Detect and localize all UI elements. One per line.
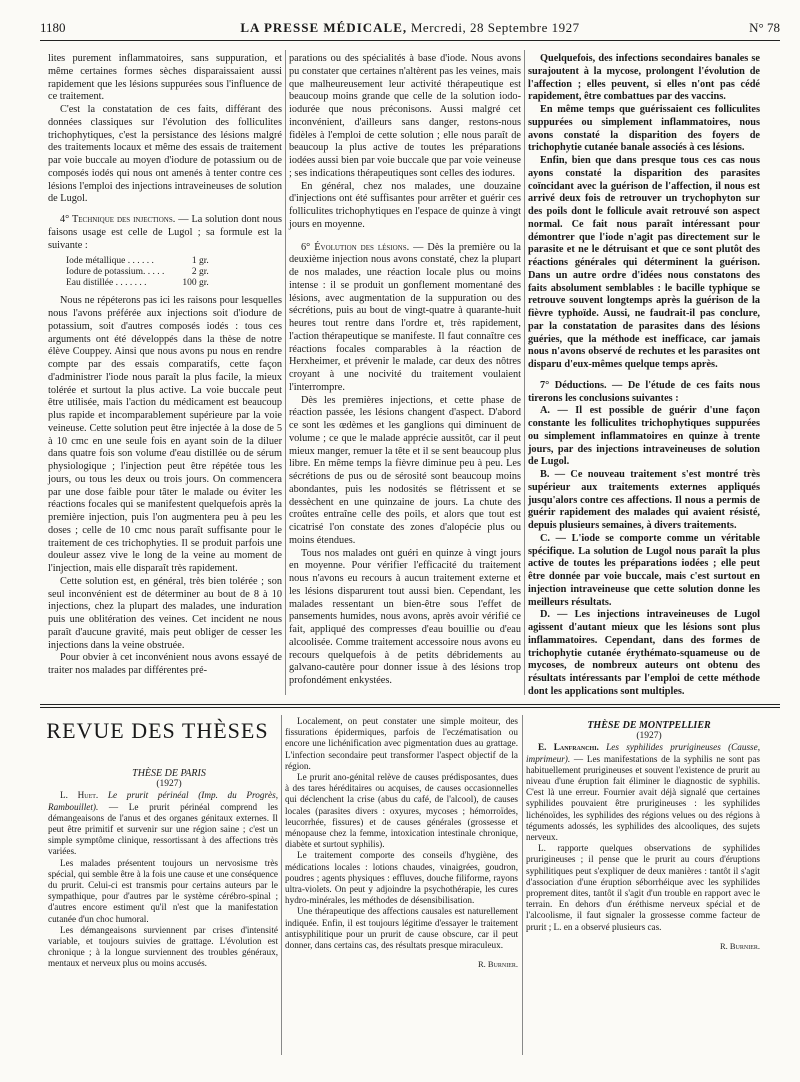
these-heading: THÈSE DE PARIS xyxy=(132,768,206,779)
conclusion-b: B. — Ce nouveau traitement s'est montré très supérieur aux traitements externes appliqués jusqu'alors contre ces affections. Il nous a permis de guérir rapidement des malades qui avaient résisté, depuis plusieurs semaines, à divers traitements. xyxy=(528,469,760,531)
column-divider xyxy=(285,50,286,695)
section-paragraph: 6° Évolution des lésions. — Dès la première ou la deuxième injection nous avons constaté, chez la plupart de nos malades, une réaction locale plus ou moins intense : il se produit un gonflement momentané des lésions, avec augmentation de la suppuration ou des sécrétions, puis au bout de vingt-quatre à quarante-huit heures tout rentre dans l'ordre et, très rapidement, l'action thérapeutique se manifeste. Il faut connaître ces réactions focales comparables à la réaction de Herxheimer, et prévenir le malade, car deux des nôtres croyant à une nocivité du traitement voulaient l'interrompre. xyxy=(289,241,521,393)
section-heading: 7° Déductions. xyxy=(540,379,607,391)
formula-row xyxy=(66,278,213,289)
revue-column-2 xyxy=(285,716,518,970)
paragraph: Pour obvier à cet inconvénient nous avons essayé de traiter nos malades par différentes pré- xyxy=(48,652,282,676)
paragraph: lites purement inflammatoires, sans suppuration, et même certaines formes sèches disparaissaient aussi rapidement que les lésions suppurées sous l'influence de ce traitement. xyxy=(48,53,282,103)
column-divider xyxy=(522,715,523,1055)
section-paragraph: 4° Technique des injections. — La solution dont nous faisons usage est celle de Lugol ; sa formule est la suivante : xyxy=(48,214,282,251)
formula-qty: 1 gr. xyxy=(191,256,209,267)
these-year: (1927) xyxy=(636,731,662,742)
lugol-formula-table xyxy=(66,256,213,289)
formula-item: Eau distillée . . . . . . . xyxy=(66,278,147,289)
review-entry: L. Huet. Le prurit périnéal (Imp. du Progrès, Rambouillet). — Le prurit périnéal comprend les démangeaisons de l'anus et des organes génitaux externes. Il peut être primitif et survenir sur une région saine ; c'est un simple symptôme clinique, ressortissant à des affections très variées. xyxy=(48,790,278,857)
paragraph: En même temps que guérissaient ces folliculites suppurées ou simplement inflammatoires, nous avons constaté la disparition des foyers de trichophytie cutanée banale associés à ces lésions. xyxy=(528,104,760,154)
paragraph: Cette solution est, en général, très bien tolérée ; son seul inconvénient est de déterminer au bout de 8 à 10 injections, chez la plupart des malades, une induration puis une oblitération des veines. Cet incident ne nous paraît d'aucune gravité, mais peut obliger de cesser les injections dans la veine obstruée. xyxy=(48,575,282,651)
paragraph: C'est la constatation de ces faits, différant des données classiques sur l'évolution des folliculites trichophytiques, c'est la persistance des lésions malgré des traitements locaux et même des essais de traitement par voie buccale au moyen d'iodure de potassium ou de composés iodés qui nous ont amenés à tenter contre ces lésions l'emploi des injections intraveineuses de solution de Lugol. xyxy=(48,104,282,205)
section-heading: 4° Technique des injections. xyxy=(60,214,176,225)
column-divider xyxy=(281,715,282,1055)
article-column-2 xyxy=(289,53,521,688)
paragraph: Enfin, bien que dans presque tous ces cas nous ayons constaté la disparition des parasites coïncidant avec la guérison de l'affection, il nous est arrivé deux fois de retrouver un trychophyton sur des poils dont le follicule avait retrouvé son aspect normal. Ce fait nous paraît intéressant pour démontrer que l'iode n'agit pas directement sur le parasite et ne le détruisant et que ce sont plutôt des réactions générales qui déterminent la guérison. Dans un autre ordre d'idées nous constatons des faits absolument semblables : le bacille typhique se retrouve souvent longtemps après la guérison de la fièvre typhoïde. Aussi, ne faudrait-il pas conclure, par la constatation de parasites dans des lésions guéries, que la méthode est inefficace, car jamais nous n'avons observé de rechutes et les parasites ont disparu d'eux-mêmes quelque temps après. xyxy=(528,155,760,370)
review-signature: R. Burnier. xyxy=(477,959,518,970)
paragraph: Localement, on peut constater une simple moiteur, des fissurations épidermiques, parfois de l'eczématisation ou encore une lichénification avec pigmentation dues au grattage. L'infection secondaire peut transformer l'aspect objectif de la région. xyxy=(285,716,518,771)
paragraph: Quelquefois, des infections secondaires banales se surajoutent à la mycose, prolongent l'évolution de l'affection ; elles peuvent, si elles n'ont pas cédé rapidement, être combattues par des vaccins. xyxy=(528,53,760,103)
formula-qty: 2 gr. xyxy=(191,267,209,278)
issue-number: N° 78 xyxy=(749,20,780,35)
journal-name: LA PRESSE MÉDICALE, xyxy=(240,20,408,35)
paragraph: Nous ne répéterons pas ici les raisons pour lesquelles nous l'avons préférée aux injections soit d'iodure de potassium, soit d'autres composés iodés : tous ces arguments ont été développés dans la thèse de notre élève Couppey. Ainsi que nous avons pu nous en rendre compte par des essais comparatifs, cette façon d'administrer l'iode nous paraît la plus facile, la mieux tolérée et surtout la plus active. La voie buccale peut être utilisée, mais l'action du médicament est beaucoup plus rapide et incomparablement supérieure par la voie veineuse. Cette solution peut être injectée à la dose de 5 à 10 cmc en une seule fois en ayant soin de la diluer dans quatre fois son volume d'eau distillée ou de sérum physiologique ; l'injection peut être répétée tous les jours, ou tous les deux ou trois jours. On commencera par une dose faible pour tâter le malade ou éviter les réactions focales qui se manifestent quelquefois après la première injection, puis l'on augmentera peu à peu les doses ; celle de 10 cmc nous paraît suffisante pour le traitement de ces trichophyties. Il se produit parfois une douleur assez vive le long de la veine au moment de l'injection, mais elle disparaît très rapidement. xyxy=(48,295,282,574)
article-column-3 xyxy=(528,53,760,699)
running-title xyxy=(40,20,780,36)
review-author: L. Huet. xyxy=(60,790,99,801)
review-entry: E. Lanfranchi. Les syphilides prurigineuses (Causse, imprimeur). — Les manifestations de la syphilis ne sont pas habituellement prurigineuses et souvent l'existence de prurit au niveau d'une éruption fait éliminer le diagnostic de syphilis. C'est là une erreur. Fournier avait déjà signalé que certaines syphilides pouvaient être prurigineuses : les syphilides lichénoïdes, les syphilides des régions velues ou des régions à téguments adossés, les syphilides des alcooliques, des sujets nerveux. xyxy=(526,742,760,843)
paragraph: Une thérapeutique des affections causales est naturellement indiquée. Enfin, il est toujours légitime d'essayer le traitement antisyphilitique pour un prurit de cause obscure, car il peut donner, dans certains cas, des résultats presque miraculeux. xyxy=(285,906,518,951)
section-paragraph: 7° Déductions. — De l'étude de ces faits nous tirerons les conclusions suivantes : xyxy=(528,379,760,404)
formula-row xyxy=(66,267,213,278)
article-column-1 xyxy=(48,53,282,678)
review-author: E. Lanfranchi. xyxy=(538,742,599,753)
revue-title: REVUE DES THÈSES xyxy=(46,718,269,743)
issue-date: Mercredi, 28 Septembre 1927 xyxy=(410,20,580,35)
paragraph: En général, chez nos malades, une douzaine d'injections ont été suffisantes pour arrêter et guérir ces folliculites trichophytiques en l'espace de quinze à vingt jours en moyenne. xyxy=(289,180,521,230)
review-signature: R. Burnier. xyxy=(719,940,760,951)
formula-item: Iodure de potassium. . . . . xyxy=(66,267,165,278)
paragraph: Les démangeaisons surviennent par crises d'intensité variable, et toujours suivies de grattage. L'évolution est chronique ; à la longue surviennent des troubles généraux, mentaux et nerveux plus ou moins accusés. xyxy=(48,924,278,969)
paragraph: parations ou des spécialités à base d'iode. Nous avons pu constater que certaines n'altèrent pas les veines, mais que malheureusement leur activité thérapeutique est beaucoup moins grande que celle de la solution iodo-iodurée que nous préconisons. Aussi malgré cet inconvénient, d'ailleurs sans danger, restons-nous fidèles à l'emploi de cette solution ; elle nous paraît de beaucoup la plus active de toutes les préparations iodées aussi bien par voie buccale que par voie veineuse ; ses indications thérapeutiques sont celles des iodures. xyxy=(289,53,521,179)
paragraph: L. rapporte quelques observations de syphilides prurigineuses ; il pense que le prurit au cours d'éruptions syphilitiques peut s'expliquer de deux manières : tantôt il s'agit d'association d'une éruption séborrhéique avec les syphilides proprement dites, tantôt il s'agit d'un trouble en rapport avec le terrain. En dehors d'un éréthisme nerveux spécial et de l'alcoolisme, il faut signaler la grossesse comme facteur de prurit ; L. en a observé plusieurs cas. xyxy=(526,843,760,932)
section-rule xyxy=(40,704,780,705)
revue-column-1 xyxy=(48,768,278,970)
review-title: Le prurit périnéal (Imp. du Progrès, Rambouillet). xyxy=(48,790,278,812)
conclusion-d: D. — Les injections intraveineuses de Lugol agissent d'autant mieux que les lésions sont plus inflammatoires. Cependant, dans des formes de trichophytie cutanée érythémato-squameuse ou de mycoses, de nombreux auteurs ont obtenu des résultats intéressants par l'emploi de cette méthode dont les applications sont multiples. xyxy=(528,609,760,697)
page-header xyxy=(40,20,780,38)
section-rule xyxy=(40,707,780,708)
these-year: (1927) xyxy=(156,779,182,790)
paragraph: Les malades présentent toujours un nervosisme très spécial, qui semble être à la fois une cause et une conséquence du prurit. Celui-ci est transmis pour certains auteurs par le sympathique, pour d'autres par le système cérébro-spinal ; d'autres encore estiment qu'il n'est que la manifestation cutanée d'un choc humoral. xyxy=(48,857,278,924)
header-rule xyxy=(40,40,780,41)
column-divider xyxy=(524,50,525,695)
formula-qty: 100 gr. xyxy=(182,278,209,289)
formula-row xyxy=(66,256,213,267)
page-number: 1180 xyxy=(40,20,66,35)
formula-item: Iode métallique . . . . . . xyxy=(66,256,154,267)
conclusion-c: C. — L'iode se comporte comme un véritable spécifique. La solution de Lugol nous paraît la plus active de toutes les préparations iodées ; elle peut être donnée par voie buccale, mais c'est surtout en injection intraveineuse que cette solution donne les meilleurs résultats. xyxy=(528,532,760,608)
revue-column-3 xyxy=(526,720,760,952)
these-heading: THÈSE DE MONTPELLIER xyxy=(587,720,711,731)
paragraph: Dès les premières injections, et cette phase de réaction passée, les lésions changent d'aspect. D'abord ce sont les œdèmes et les ganglions qui diminuent de volume ; ce que le malade apprécie aussitôt, car il peut mieux manger, remuer la tête et il se sent beaucoup plus libre. En même temps la fièvre diminue peu à peu. Les sécrétions de pus ou de sérosité sont beaucoup moins abondantes, puis les nodosités se flétrissent et se dessèchent en une quinzaine de jours. La chute des croûtes entraîne celle des poils, et alors que tout est cicatrisé l'on constate des zones d'alopécie plus ou moins étendues. xyxy=(289,394,521,546)
review-title: Les syphilides prurigineuses (Causse, imprimeur). xyxy=(526,742,760,764)
paragraph: Tous nos malades ont guéri en quinze à vingt jours en moyenne. Pour vérifier l'efficacité du traitement nous n'avons eu recours à aucun traitement externe et les lésions disparurent tout aussi bien. Cependant, les malades ressentant un bien-être sous l'effet de pansements humides, nous avons, après avoir vérifié ce fait, appliqué des compresses d'eau bouillie ou d'eau alcoolisée. Comme traitement accessoire nous avons eu recours quelquefois à de petits débridements au galvano-cautère pour donner issue à des lésions trop profondément enkystées. xyxy=(289,547,521,686)
conclusion-a: A. — Il est possible de guérir d'une façon constante les folliculites trichophytiques suppurées ou simplement inflammatoires en quinze à trente jours, par des injections intraveineuses de solution de Lugol. xyxy=(528,405,760,468)
section-heading: 6° Évolution des lésions. xyxy=(301,241,410,253)
paragraph: Le prurit ano-génital relève de causes prédisposantes, dues à des tares héréditaires ou acquises, de causes occasionnelles qui déclenchent la crise (abus du café, de l'alcool), de causes locales (parasites divers : oxyures, mycoses ; hémorroïdes, leucorrhée, fissures) et de causes générales (grossesse et ménopause chez la femme, intoxication intestinale chronique, diabète et surtout syphilis). xyxy=(285,772,518,850)
paragraph: Le traitement comporte des conseils d'hygiène, des médications locales : lotions chaudes, vinaigrées, goudron, poudres ; agents physiques : effluves, douche filiforme, rayons ultra-violets. On peut y adjoindre la psychothérapie, les cures hydro-minérales, les méthodes de désensibilisation. xyxy=(285,850,518,906)
